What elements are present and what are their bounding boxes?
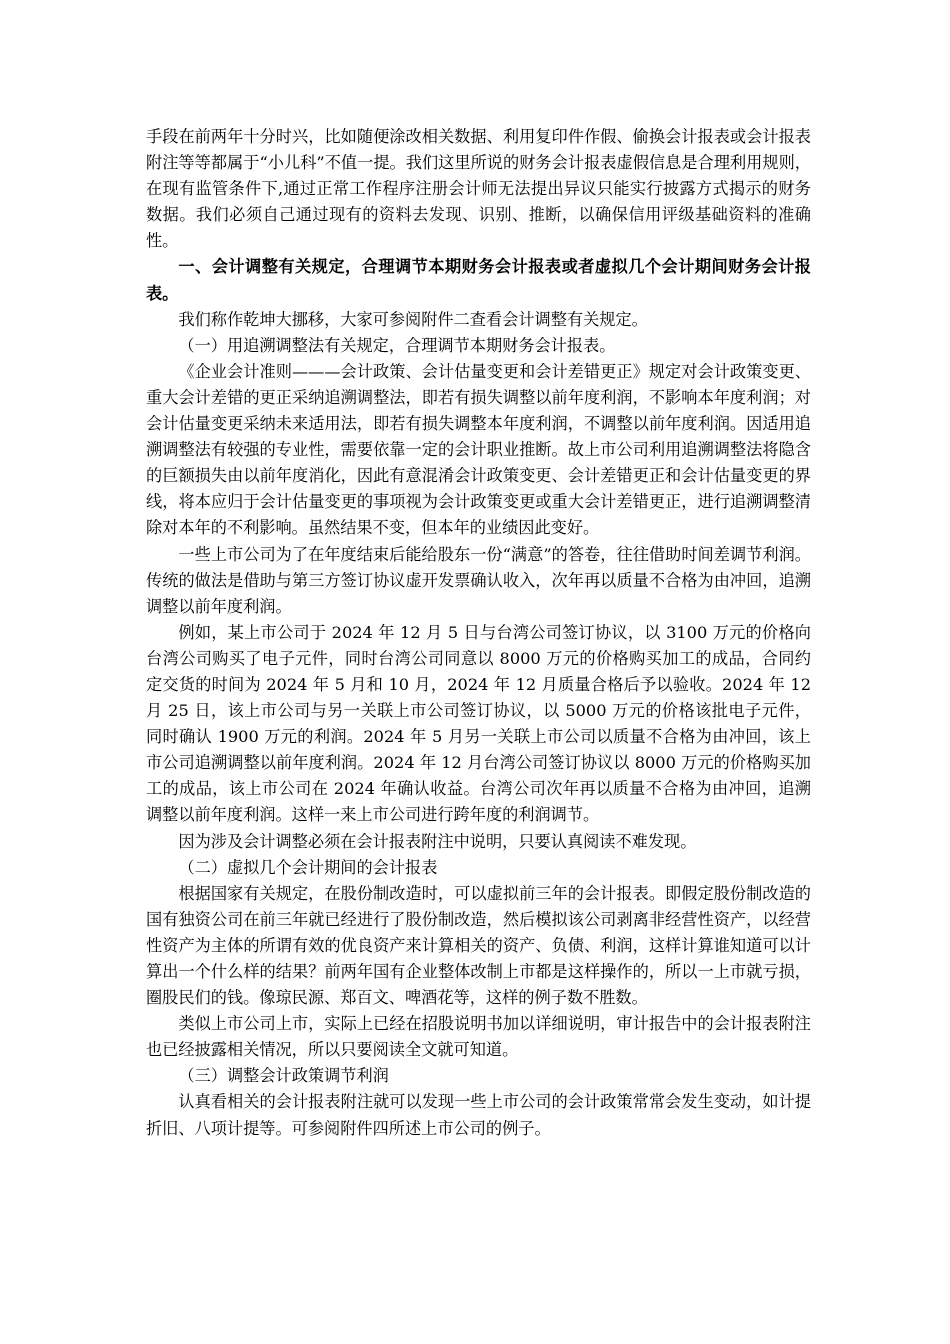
paragraph: 一些上市公司为了在年度结束后能给股东一份“满意”的答卷，往往借助时间差调节利润。传统的做法是借助与第三方签订协议虚开发票确认收入，次年再以质量不合格为由冲回，追溯调整以前年度利润。	[146, 544, 811, 616]
paragraph-example: 例如，某上市公司于 2024 年 12 月 5 日与台湾公司签订协议，以 3100 万元的价格向台湾公司购买了电子元件，同时台湾公司同意以 8000 万元的价格购买加工的成品，合同约定交货的时间为 2024 年 5 月和 10 月，2024 年 12 月质量合格后予以验收。2024 年 12 月 25 日，该上市公司与另一关联上市公司签订协议，以 5000 万元的价格该批电子元件，同时确认 1900 万元的利润。2024 年 5 月另一关联上市公司以质量不合格为由冲回，该上市公司追溯调整以前年度利润。2024 年 12 月台湾公司签订协议以 8000 万元的价格购买加工的成品，该上市公司在 2024 年确认收益。台湾公司次年再以质量不合格为由冲回，追溯调整以前年度利润。这样一来上市公司进行跨年度的利润调节。	[146, 622, 811, 825]
document-page	[146, 124, 811, 1142]
section-heading-1: 一、会计调整有关规定，合理调节本期财务会计报表或者虚拟几个会计期间财务会计报表。	[146, 257, 811, 303]
paragraph: 我们称作乾坤大挪移，大家可参阅附件二查看会计调整有关规定。	[178, 309, 648, 329]
paragraph-intro: 手段在前两年十分时兴，比如随便涂改相关数据、利用复印件作假、偷换会计报表或会计报表附注等等都属于“小儿科”不值一提。我们这里所说的财务会计报表虚假信息是合理利用规则，在现有监管条件下,通过正常工作程序注册会计师无法提出异议只能实行披露方式揭示的财务数据。我们必须自己通过现有的资料去发现、识别、推断，以确保信用评级基础资料的准确性。	[146, 127, 811, 251]
paragraph: 根据国家有关规定，在股份制改造时，可以虚拟前三年的会计报表。即假定股份制改造的国有独资公司在前三年就已经进行了股份制改造，然后模拟该公司剥离非经营性资产，以经营性资产为主体的所谓有效的优良资产来计算相关的资产、负债、利润，这样计算谁知道可以计算出一个什么样的结果？前两年国有企业整体改制上市都是这样操作的，所以一上市就亏损，圈股民们的钱。像琼民源、郑百文、啤酒花等，这样的例子数不胜数。	[146, 883, 811, 1008]
subsection-heading-2: （二）虚拟几个会计期间的会计报表	[178, 857, 438, 877]
paragraph: 《企业会计准则———会计政策、会计估量变更和会计差错更正》规定对会计政策变更、重大会计差错的更正采纳追溯调整法，即若有损失调整以前年度利润，不影响本年度利润；对会计估量变更采纳未来适用法，即若有损失调整本年度利润，不调整以前年度利润。因适用追溯调整法有较强的专业性，需要依靠一定的会计职业推断。故上市公司利用追溯调整法将隐含的巨额损失由以前年度消化，因此有意混淆会计政策变更、会计差错更正和会计估量变更的界线，将本应归于会计估量变更的事项视为会计政策变更或重大会计差错更正，进行追溯调整清除对本年的不利影响。虽然结果不变，但本年的业绩因此变好。	[146, 361, 811, 538]
paragraph: 类似上市公司上市，实际上已经在招股说明书加以详细说明，审计报告中的会计报表附注也已经披露相关情况，所以只要阅读全文就可知道。	[146, 1014, 811, 1060]
subsection-heading-1: （一）用追溯调整法有关规定，合理调节本期财务会计报表。	[178, 335, 616, 355]
paragraph: 因为涉及会计调整必须在会计报表附注中说明，只要认真阅读不难发现。	[178, 831, 697, 851]
paragraph: 认真看相关的会计报表附注就可以发现一些上市公司的会计政策常常会发生变动，如计提折旧、八项计提等。可参阅附件四所述上市公司的例子。	[146, 1092, 811, 1138]
subsection-heading-3: （三）调整会计政策调节利润	[178, 1066, 389, 1086]
